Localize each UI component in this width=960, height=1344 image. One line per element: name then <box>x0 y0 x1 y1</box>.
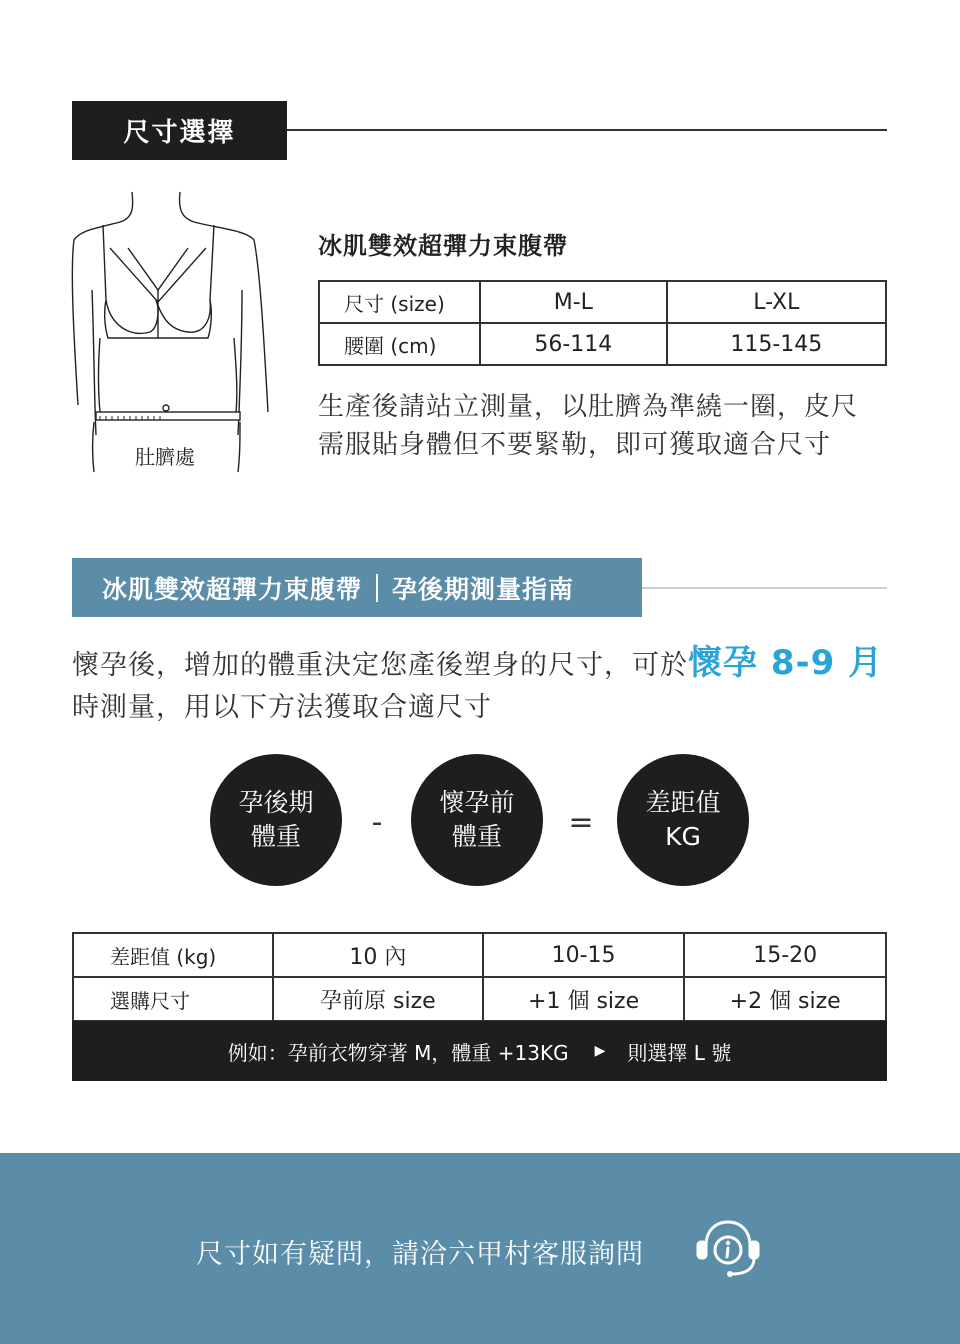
waist-cell: 115-145 <box>667 323 886 365</box>
table-row <box>73 977 886 1021</box>
intro-highlight: 懷孕 8-9 月 <box>688 643 884 683</box>
pre-pregnancy-weight-circle <box>411 754 543 886</box>
circle-text: KG <box>665 822 701 851</box>
weight-difference-table <box>72 932 887 1022</box>
diff-cell: 10-15 <box>483 933 685 977</box>
purchase-cell: +1 個 size <box>483 977 685 1021</box>
title-separator <box>376 574 378 602</box>
customer-service-info-icon[interactable] <box>692 1216 764 1284</box>
circle-text: 孕後期 <box>238 788 314 817</box>
equals-operator: = <box>568 805 594 840</box>
example-text: 例如：孕前衣物穿著 M，體重 +13KG <box>227 1040 569 1065</box>
diff-header-label: 差距值 (kg) <box>73 933 273 977</box>
table-row <box>319 281 886 323</box>
navel-label: 肚臍處 <box>135 445 195 469</box>
diff-cell: 15-20 <box>684 933 886 977</box>
guide-title-product: 冰肌雙效超彈力束腹帶 <box>102 574 363 604</box>
intro-text: 時測量，用以下方法獲取合適尺寸 <box>72 692 492 723</box>
size-cell: M-L <box>480 281 667 323</box>
body-illustration <box>70 190 275 475</box>
footer-contact-text: 尺寸如有疑問，請洽六甲村客服詢問 <box>196 1239 644 1270</box>
section-size-title: 尺寸選擇 <box>72 101 287 160</box>
note-line: 生產後請站立測量，以肚臍為準繞一圈，皮尺 <box>318 392 859 422</box>
example-bar <box>72 1021 887 1081</box>
example-result: 則選擇 L 號 <box>627 1040 732 1065</box>
size-table <box>318 280 887 366</box>
circle-text: 體重 <box>250 822 301 851</box>
purchase-cell: +2 個 size <box>684 977 886 1021</box>
guide-title-subject: 孕後期測量指南 <box>392 574 575 604</box>
diff-cell: 10 內 <box>273 933 483 977</box>
table-row <box>73 933 886 977</box>
table-row <box>319 323 886 365</box>
purchase-size-label: 選購尺寸 <box>73 977 273 1021</box>
size-header-label: 尺寸 (size) <box>319 281 480 323</box>
note-line: 需服貼身體但不要緊勒，即可獲取適合尺寸 <box>318 430 832 460</box>
section-divider <box>287 129 887 131</box>
product-title: 冰肌雙效超彈力束腹帶 <box>318 232 568 260</box>
measure-instructions <box>318 388 898 464</box>
size-cell: L-XL <box>667 281 886 323</box>
intro-text: 懷孕後，增加的體重決定您產後塑身的尺寸，可於 <box>72 650 688 681</box>
section-divider <box>642 587 887 589</box>
section-guide-title <box>72 558 642 617</box>
difference-circle <box>617 754 749 886</box>
waist-header-label: 腰圍 (cm) <box>319 323 480 365</box>
play-arrow-icon: ▶ <box>594 1043 606 1059</box>
circle-text: 差距值 <box>645 788 721 817</box>
purchase-cell: 孕前原 size <box>273 977 483 1021</box>
waist-cell: 56-114 <box>480 323 667 365</box>
minus-operator: - <box>371 805 383 840</box>
late-pregnancy-weight-circle <box>210 754 342 886</box>
circle-text: 懷孕前 <box>439 788 515 817</box>
circle-text: 體重 <box>451 822 502 851</box>
guide-intro <box>72 642 902 729</box>
